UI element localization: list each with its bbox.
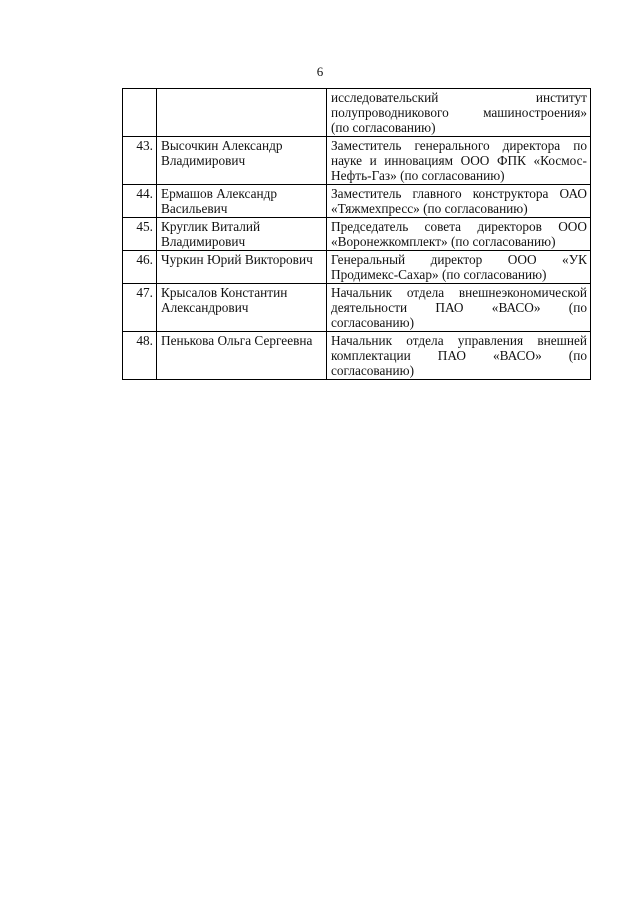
member-name: Пенькова Ольга Сергеевна	[157, 332, 327, 380]
member-position: Начальник отдела внешнеэкономической деятельности ПАО «ВАСО» (по согласованию)	[327, 284, 591, 332]
row-number: 47.	[123, 284, 157, 332]
member-position	[327, 89, 591, 137]
row-number	[123, 89, 157, 137]
row-number: 44.	[123, 185, 157, 218]
member-name: Высочкин Александр Владимирович	[157, 137, 327, 185]
member-position: Начальник отдела управления внешней комплектации ПАО «ВАСО» (по согласованию)	[327, 332, 591, 380]
table-row	[123, 185, 591, 218]
table-row	[123, 284, 591, 332]
position-line: (по согласованию)	[331, 120, 436, 135]
member-name: Ермашов Александр Васильевич	[157, 185, 327, 218]
page-number: 6	[316, 64, 324, 79]
row-number: 45.	[123, 218, 157, 251]
member-name: Круглик Виталий Владимирович	[157, 218, 327, 251]
position-line: исследовательский институт	[331, 90, 587, 105]
position-line: полупроводникового машиностроения»	[331, 105, 587, 120]
member-name	[157, 89, 327, 137]
member-name: Чуркин Юрий Викторович	[157, 251, 327, 284]
row-number: 48.	[123, 332, 157, 380]
member-position: Председатель совета директоров ООО «Воронежкомплект» (по согласованию)	[327, 218, 591, 251]
member-position: Генеральный директор ООО «УК Продимекс-Сахар» (по согласованию)	[327, 251, 591, 284]
table-row	[123, 251, 591, 284]
members-table	[122, 88, 591, 380]
row-number: 43.	[123, 137, 157, 185]
row-number: 46.	[123, 251, 157, 284]
table-row-continuation	[123, 89, 591, 137]
member-position: Заместитель генерального директора по науке и инновациям ООО ФПК «Космос-Нефть-Газ» (по согласованию)	[327, 137, 591, 185]
table-row	[123, 218, 591, 251]
table-row	[123, 332, 591, 380]
member-name: Крысалов Константин Александрович	[157, 284, 327, 332]
table-row	[123, 137, 591, 185]
member-position: Заместитель главного конструктора ОАО «Тяжмехпресс» (по согласованию)	[327, 185, 591, 218]
